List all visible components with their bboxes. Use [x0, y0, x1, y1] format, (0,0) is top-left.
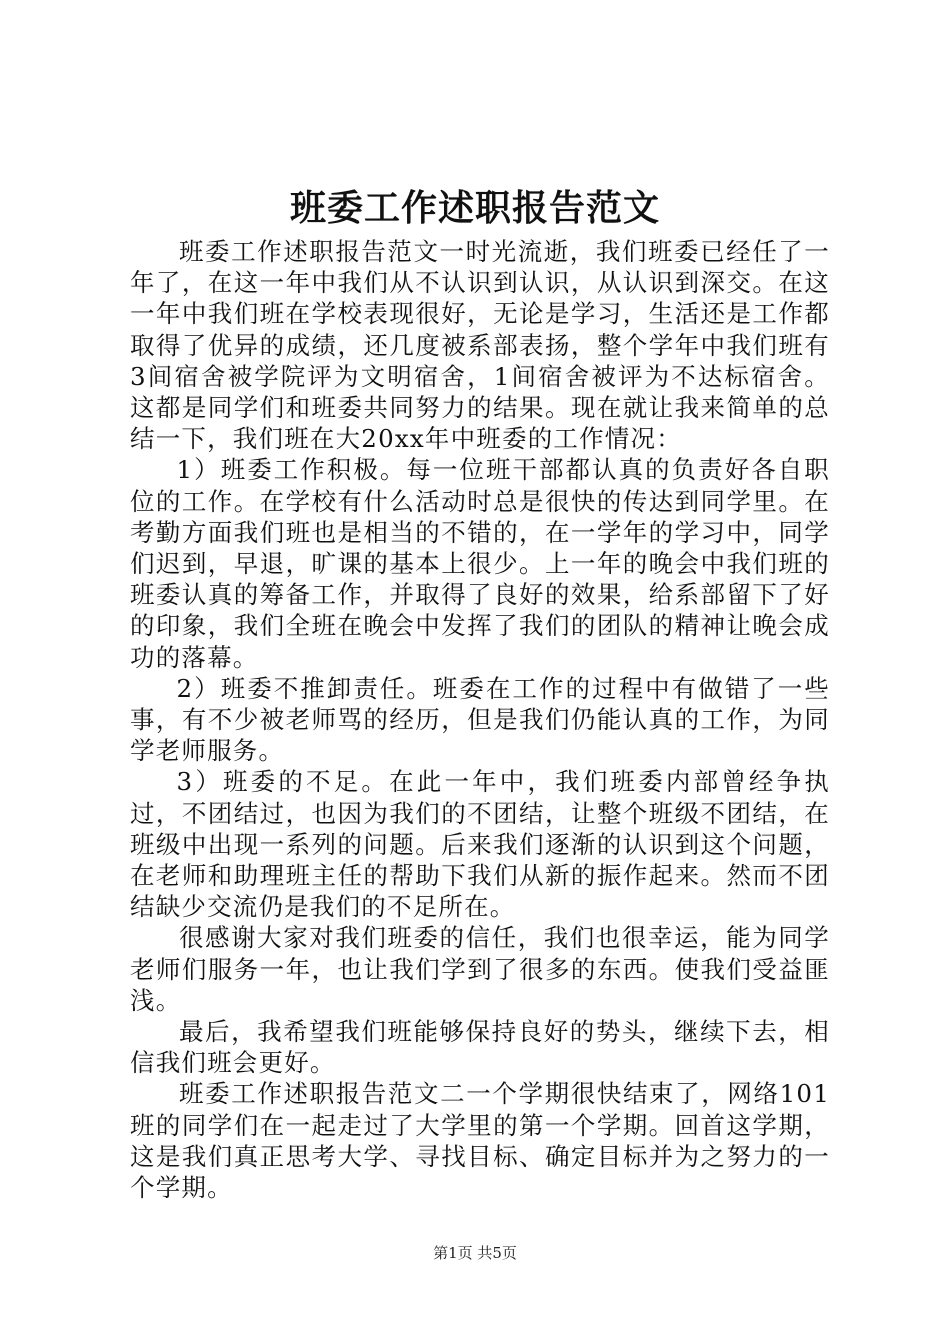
- document-title: 班委工作述职报告范文: [289, 187, 660, 229]
- document-body: [130, 236, 830, 1203]
- paragraph-intro: 班委工作述职报告范文一时光流逝，我们班委已经任了一年了，在这一年中我们从不认识到认识，从认识到深交。在这一年中我们班在学校表现很好，无论是学习，生活还是工作都取得了优异的成绩，还几度被系部表扬，整个学年中我们班有3间宿舍被学院评为文明宿舍，1间宿舍被评为不达标宿舍。这都是同学们和班委共同努力的结果。现在就让我来简单的总结一下，我们班在大20xx年中班委的工作情况：: [130, 237, 830, 454]
- paragraph-closing: 最后，我希望我们班能够保持良好的势头，继续下去，相信我们班会更好。: [130, 1017, 830, 1078]
- paragraph-point-2: 2）班委不推卸责任。班委在工作的过程中有做错了一些事，有不少被老师骂的经历，但是我们仍能认真的工作，为同学老师服务。: [130, 673, 830, 766]
- paragraph-thanks: 很感谢大家对我们班委的信任，我们也很幸运，能为同学老师们服务一年，也让我们学到了很多的东西。使我们受益匪浅。: [130, 923, 830, 1015]
- paragraph-point-1: 1）班委工作积极。每一位班干部都认真的负责好各自职位的工作。在学校有什么活动时总是很快的传达到同学里。在考勤方面我们班也是相当的不错的，在一学年的学习中，同学们迟到，早退，旷课的基本上很少。上一年的晚会中我们班的班委认真的筹备工作，并取得了良好的效果，给系部留下了好的印象，我们全班在晚会中发挥了我们的团队的精神让晚会成功的落幕。: [130, 455, 830, 672]
- page-indicator: 第1页 共5页: [433, 1244, 517, 1262]
- paragraph-point-3: 3）班委的不足。在此一年中，我们班委内部曾经争执过，不团结过，也因为我们的不团结，让整个班级不团结，在班级中出现一系列的问题。后来我们逐渐的认识到这个问题，在老师和助理班主任的帮助下我们从新的振作起来。然而不团结缺少交流仍是我们的不足所在。: [130, 767, 830, 922]
- paragraph-sample-two: 班委工作述职报告范文二一个学期很快结束了，网络101班的同学们在一起走过了大学里的第一个学期。回首这学期，这是我们真正思考大学、寻找目标、确定目标并为之努力的一个学期。: [130, 1079, 830, 1203]
